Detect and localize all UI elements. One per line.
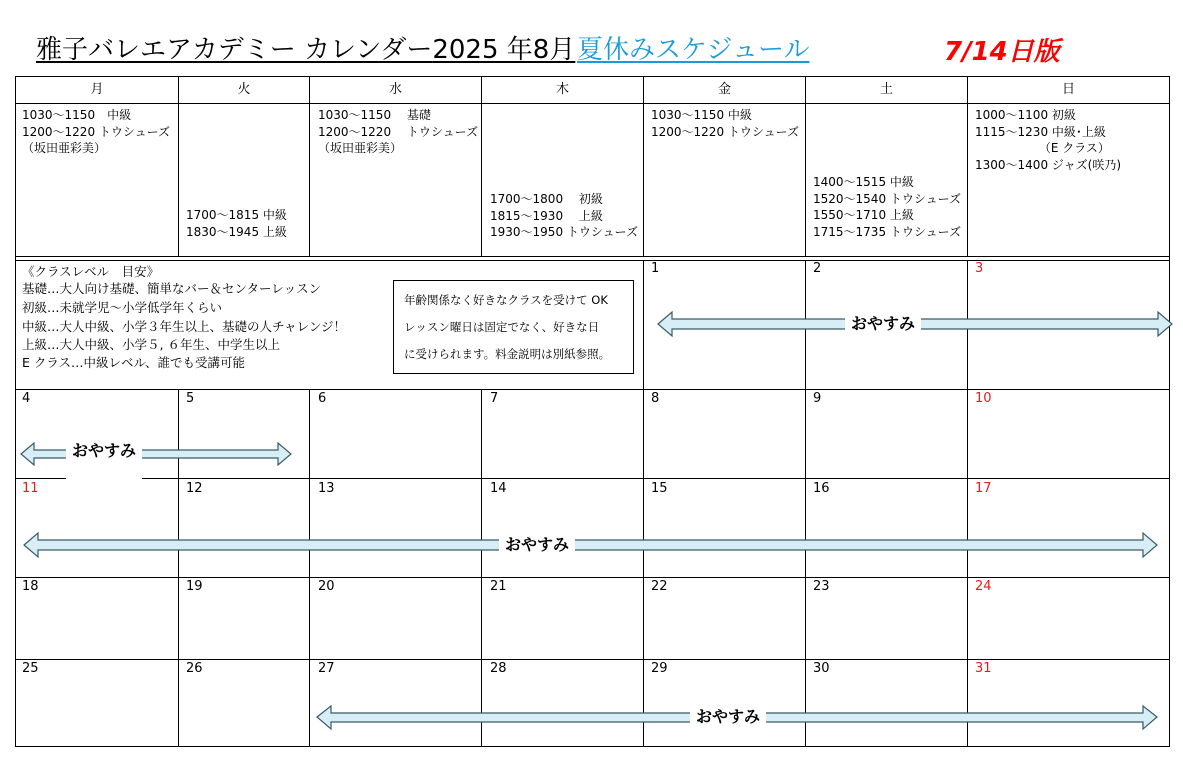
date-1: 1 [651,261,660,276]
date-13: 13 [318,481,335,496]
weekday-tue: 火 [237,82,251,97]
schedule-wed: 1030～1150 基礎 1200～1220 トウシューズ （坂田亜彩美） [318,108,479,155]
date-5: 5 [186,391,195,406]
holiday-label-1: おやすみ [845,313,921,335]
version-label: 7/14日版 [944,37,1060,67]
date-10: 10 [975,391,992,406]
date-23: 23 [813,579,830,594]
schedule-mon: 1030～1150 中級 1200～1220 トウシューズ （坂田亜彩美） [22,108,171,155]
date-16: 16 [813,481,830,496]
holiday-label-2: おやすみ [66,440,142,480]
date-4: 4 [22,391,31,406]
date-18: 18 [22,579,39,594]
date-24: 24 [975,579,992,594]
date-29: 29 [651,661,668,676]
date-26: 26 [186,661,203,676]
date-17: 17 [975,481,992,496]
class-level-basic: 基礎…大人向け基礎、簡単なバー＆センターレッスン [22,281,322,296]
holiday-label-4: おやすみ [690,706,766,728]
schedule-tue: 1700～1815 中級 1830～1945 上級 [186,208,287,239]
date-30: 30 [813,661,830,676]
date-12: 12 [186,481,203,496]
date-27: 27 [318,661,335,676]
weekday-fri: 金 [717,82,731,97]
weekday-sun: 日 [1061,82,1075,97]
weekday-wed: 水 [388,82,402,97]
note-line-2: レッスン曜日は固定でなく、好きな日 [404,320,600,334]
date-22: 22 [651,579,668,594]
date-6: 6 [318,391,327,406]
date-19: 19 [186,579,203,594]
schedule-sat: 1400～1515 中級 1520～1540 トウシューズ 1550～1710 上級 1715～1735 トウシューズ [813,175,962,239]
date-11: 11 [22,481,39,496]
holiday-label-3: おやすみ [499,534,575,556]
date-3: 3 [975,261,984,276]
weekday-mon: 月 [90,82,104,97]
date-20: 20 [318,579,335,594]
date-31: 31 [975,661,992,676]
note-line-1: 年齢関係なく好きなクラスを受けて OK [404,293,608,307]
schedule-thu: 1700～1800 初級 1815～1930 上級 1930～1950 トウシューズ [490,192,639,239]
schedule-fri: 1030～1150 中級 1200～1220 トウシューズ [651,108,800,139]
date-14: 14 [490,481,507,496]
holiday-arrow-2 [21,443,291,465]
class-level-e: E クラス…中級レベル、誰でも受講可能 [22,355,245,370]
note-line-3: に受けられます。料金説明は別紙参照。 [404,347,611,361]
holiday-arrow-3 [24,533,1157,557]
summer-schedule-link[interactable]: 夏休みスケジュール [577,35,810,65]
date-21: 21 [490,579,507,594]
date-9: 9 [813,391,822,406]
title-year-month: 2025 年8月 [432,35,576,65]
class-levels-heading: 《クラスレベル 目安》 [22,264,160,279]
class-level-beginner: 初級…未就学児～小学低学年くらい [22,300,223,315]
title-academy: 雅子バレエアカデミー カレンダー [36,35,433,65]
date-25: 25 [22,661,39,676]
date-8: 8 [651,391,660,406]
date-2: 2 [813,261,822,276]
class-level-advanced: 上級…大人中級、小学５, ６年生、中学生以上 [22,337,280,352]
date-28: 28 [490,661,507,676]
date-15: 15 [651,481,668,496]
weekday-thu: 木 [555,82,569,97]
schedule-sun: 1000～1100 初級 1115～1230 中級･上級 （E クラス） 1300～1400 ジャズ(咲乃) [975,108,1122,172]
weekday-sat: 土 [879,82,893,97]
class-level-intermediate: 中級…大人中級、小学３年生以上、基礎の人チャレンジ！ [22,319,347,334]
date-7: 7 [490,391,499,406]
